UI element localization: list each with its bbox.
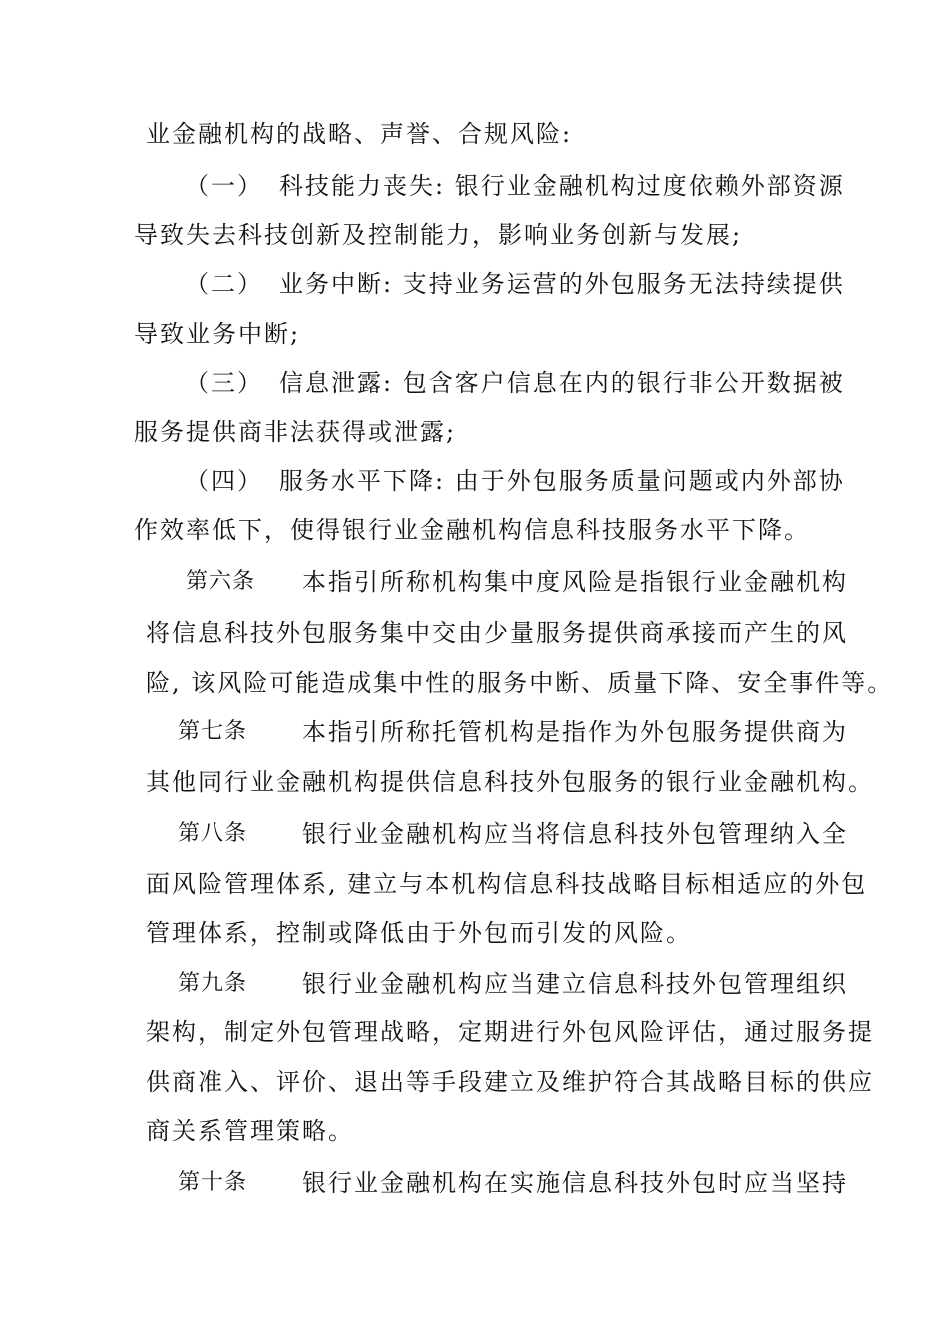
article-6-line-1: 本指引所称机构集中度风险是指银行业金融机构 (302, 568, 848, 596)
article-8-label: 第八条 (178, 821, 248, 846)
article-6-label: 第六条 (186, 569, 256, 594)
article-7-line-2: 其他同行业金融机构提供信息科技外包服务的银行业金融机构。 (146, 768, 874, 796)
article-10-label: 第十条 (178, 1170, 248, 1195)
item-3-line-1: 信息泄露: 包含客户信息在内的银行非公开数据被 (279, 369, 845, 397)
item-4-label: （四） (185, 467, 263, 495)
item-2-label: （二） (185, 270, 263, 298)
article-9-line-4: 商关系管理策略。 (146, 1117, 354, 1145)
item-2-line-1: 业务中断: 支持业务运营的外包服务无法持续提供 (279, 270, 845, 298)
article-10-line-1: 银行业金融机构在实施信息科技外包时应当坚持 (302, 1169, 848, 1197)
item-4-line-2: 作效率低下，使得银行业金融机构信息科技服务水平下降。 (134, 516, 810, 544)
item-3-label: （三） (185, 369, 263, 397)
article-7-label: 第七条 (178, 719, 248, 744)
item-1-line-2: 导致失去科技创新及控制能力，影响业务创新与发展; (134, 221, 743, 249)
article-8-line-1: 银行业金融机构应当将信息科技外包管理纳入全 (302, 820, 848, 848)
article-9-label: 第九条 (178, 971, 248, 996)
item-1-label: （一） (185, 172, 263, 200)
article-9-line-1: 银行业金融机构应当建立信息科技外包管理组织 (302, 970, 848, 998)
article-6-line-3: 险, 该风险可能造成集中性的服务中断、质量下降、安全事件等。 (146, 669, 894, 697)
item-2-line-2: 导致业务中断; (134, 320, 301, 348)
article-9-line-2: 架构，制定外包管理战略，定期进行外包风险评估，通过服务提 (146, 1018, 874, 1046)
article-6-line-2: 将信息科技外包服务集中交由少量服务提供商承接而产生的风 (146, 619, 848, 647)
article-7-line-1: 本指引所称托管机构是指作为外包服务提供商为 (302, 718, 848, 746)
item-3-line-2: 服务提供商非法获得或泄露; (134, 418, 457, 446)
item-1-line-1: 科技能力丧失: 银行业金融机构过度依赖外部资源 (279, 172, 845, 200)
item-4-line-1: 服务水平下降: 由于外包服务质量问题或内外部协 (279, 467, 845, 495)
article-9-line-3: 供商准入、评价、退出等手段建立及维护符合其战略目标的供应 (146, 1068, 874, 1096)
paragraph-continuation-line: 业金融机构的战略、声誉、合规风险: (146, 120, 573, 148)
article-8-line-3: 管理体系，控制或降低由于外包而引发的风险。 (146, 919, 692, 947)
article-8-line-2: 面风险管理体系, 建立与本机构信息科技战略目标相适应的外包 (146, 870, 868, 898)
